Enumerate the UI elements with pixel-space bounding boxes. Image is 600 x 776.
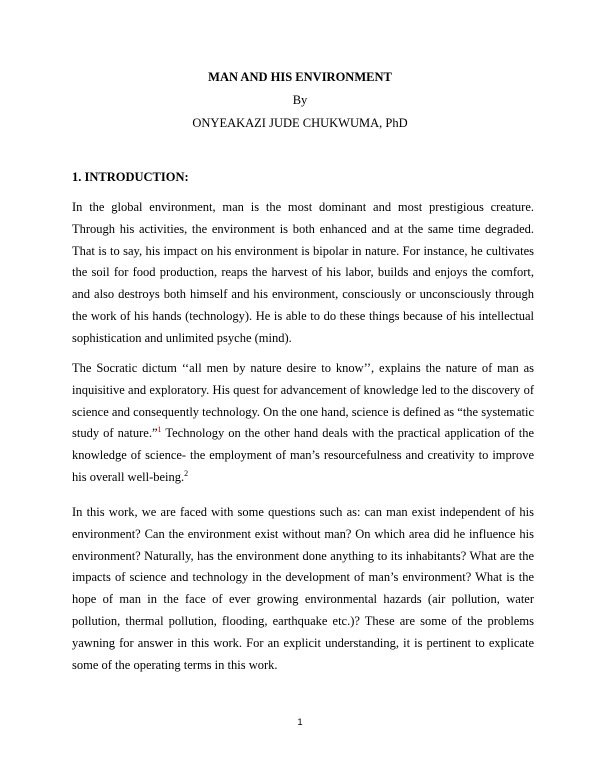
- paragraph-2-text-b: Technology on the other hand deals with the practical application of the knowledge of science- the employment of man’s resourcefulness and creativity to improve his overall well-being.: [72, 426, 535, 484]
- section-heading: 1. INTRODUCTION:: [72, 170, 189, 184]
- document-title: MAN AND HIS ENVIRONMENT: [208, 70, 392, 84]
- author-name: ONYEAKAZI JUDE CHUKWUMA, PhD: [192, 116, 408, 130]
- paragraph-2-text-a: The Socratic dictum ‘‘all men by nature desire to know’’, explains the nature of man as inquisitive and exploratory. His quest for advancement of knowledge led to the discovery of science and consequently technology. On the one hand, science is defined as “the systematic study of nature.”: [72, 361, 534, 441]
- paragraph-2: [72, 358, 534, 489]
- byline: By: [292, 93, 308, 107]
- page-number: 1: [297, 717, 303, 728]
- footnote-marker-2[interactable]: 2: [184, 468, 189, 478]
- paragraph-1: In the global environment, man is the most dominant and most prestigious creature. Through his activities, the environment is both enhanced and at the same time degraded. That is to say, his impact on his environment is bipolar in nature. For instance, he cultivates the soil for food production, reaps the harvest of his labor, builds and enjoys the comfort, and also destroys both himself and his environment, consciously or unconsciously through the work of his hands (technology). He is able to do these things because of his intellectual sophistication and unlimited psyche (mind).: [72, 200, 534, 345]
- footnote-marker-1[interactable]: 1: [157, 425, 162, 435]
- paragraph-3: In this work, we are faced with some questions such as: can man exist independent of his environment? Can the environment exist without man? On which area did he influence his environment? Naturally, has the environment done anything to its inhabitants? What are the impacts of science and technology in the development of man’s environment? What is the hope of man in the face of ever growing environmental hazards (air pollution, water pollution, thermal pollution, flooding, earthquake etc.)? These are some of the problems yawning for answer in this work. For an explicit understanding, it is pertinent to explicate some of the operating terms in this work.: [72, 505, 534, 672]
